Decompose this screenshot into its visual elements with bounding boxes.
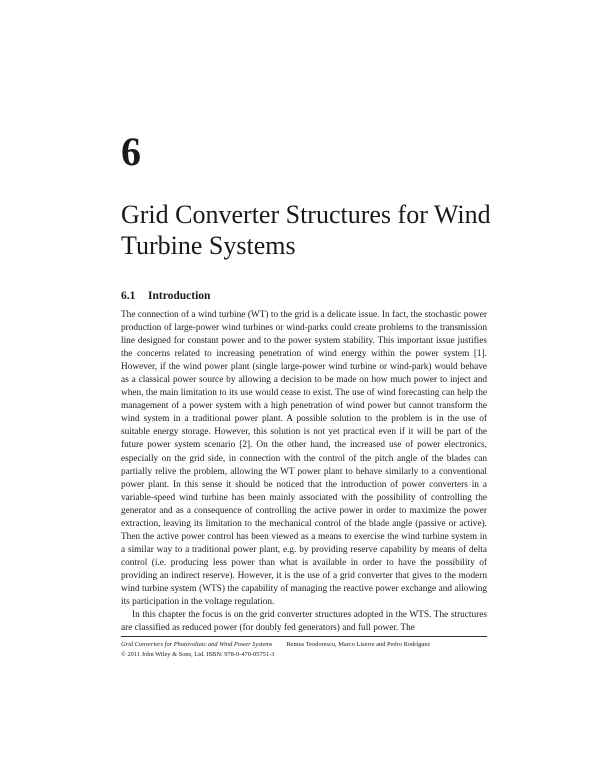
section-title: Introduction bbox=[148, 290, 211, 302]
footer-book-title: Grid Converters for Photovoltaic and Wind Power Systems bbox=[121, 641, 273, 648]
footer-divider bbox=[121, 636, 487, 637]
footer bbox=[121, 640, 501, 660]
footer-copyright: © 2011 John Wiley & Sons, Ltd. ISBN: 978-0-470-05751-3 bbox=[121, 651, 275, 658]
chapter-number: 6 bbox=[121, 129, 141, 174]
paragraph: In this chapter the focus is on the grid converter structures adopted in the WTS. The structures are classified as reduced power (for doubly fed generators) and full power. The bbox=[121, 610, 487, 634]
section-number: 6.1 bbox=[121, 290, 136, 302]
paragraph: The connection of a wind turbine (WT) to the grid is a delicate issue. In fact, the stochastic power production of large-power wind turbines or wind-parks could create problems to the transmission line designed for constant power and to the power system stability. This important issue justifies the concerns related to increasing penetration of wind energy within the power system [1]. However, if the wind power plant (single large-power wind turbine or wind-park) would behave as a classical power source by allowing a decision to be made on how much power to inject and when, the main limitation to its use would cease to exist. The use of wind forecasting can help the management of a power system with a high penetration of wind power but cannot transform the wind system in a traditional power plant. A possible solution to the problem is in the use of suitable energy storage. However, this solution is not yet practical even if it will be part of the future power system scenario [2]. On the other hand, the increased use of power electronics, especially on the grid side, in connection with the control of the pitch angle of the blades can partially relive the problem, allowing the WT power plant to behave similarly to a conventional power plant. In this sense it should be noticed that the introduction of power converters in a variable-speed wind turbine has been mainly associated with the possibility of controlling the generator and as a consequence of controlling the active power in order to maximize the power extraction, leaving its limitation to the mechanical control of the blade angle (passive or active). Then the active power control has been viewed as a means to exercise the wind turbine system in a similar way to a traditional power plant, e.g. by providing reserve capability by means of delta control (i.e. producing less power than what is available in order to have the possibility of providing an indirect reserve). However, it is the use of a grid converter that gives to the modern wind turbine system (WTS) the capability of managing the reactive power exchange and allowing its participation in the voltage regulation. bbox=[121, 310, 487, 608]
chapter-title: Grid Converter Structures for Wind Turbine Systems bbox=[121, 200, 491, 260]
footer-authors: Remus Teodorescu, Marco Liserre and Pedro Rodríguez bbox=[286, 641, 431, 648]
body-text bbox=[121, 309, 487, 635]
section-heading bbox=[121, 290, 210, 302]
footer-citation-line bbox=[121, 640, 501, 650]
